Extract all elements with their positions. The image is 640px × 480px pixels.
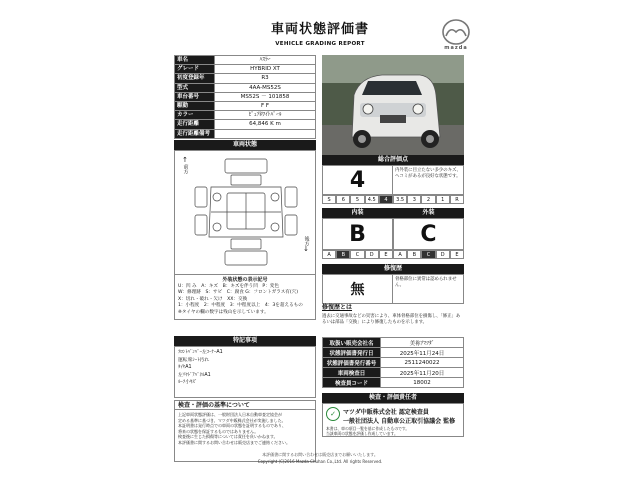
page-subtitle: VEHICLE GRADING REPORT xyxy=(275,41,365,47)
legend-line: W：修理跡 S：サビ C：腐食 G：フロントガラス有(穴) xyxy=(178,290,299,296)
exterior-value-box xyxy=(393,218,464,250)
inspection-row xyxy=(323,358,464,368)
mazda-logo-icon xyxy=(436,18,476,48)
total-score-value: 4 xyxy=(349,167,366,193)
spec-row xyxy=(175,56,316,65)
spec-label: 駆動 xyxy=(175,101,215,110)
note-line: ﾙｰﾌ小ｷｽﾞ xyxy=(178,380,198,385)
inspection-value: 2025年11月24日 xyxy=(381,348,464,358)
note-line: 運転席ｼｰﾄ汚れ xyxy=(178,357,210,363)
vehicle-state-title: 車両状態 xyxy=(174,140,316,150)
score-scale-cell: 4.5 xyxy=(365,195,379,204)
score-scale-cell: S xyxy=(322,195,336,204)
repair-definition-title: 修復歴とは xyxy=(322,304,353,311)
interior-box xyxy=(322,208,393,250)
special-notes-panel xyxy=(174,346,316,398)
page-title: 車両状態評価書 xyxy=(270,22,369,37)
total-score-value-box xyxy=(323,166,393,194)
inspection-row xyxy=(323,378,464,388)
interior-title: 内装 xyxy=(322,208,393,218)
up-arrow-icon: ↑ xyxy=(182,156,188,164)
total-score-section xyxy=(322,155,464,204)
grade-scales xyxy=(322,250,464,259)
certification-note xyxy=(326,426,409,436)
interior-scale-cell: E xyxy=(379,250,393,259)
rear-label-box xyxy=(300,236,312,253)
spec-row xyxy=(175,92,316,101)
front-label-box xyxy=(179,157,191,174)
inspection-table xyxy=(322,337,464,388)
note-line: ﾀｲﾔA1 xyxy=(178,365,192,370)
exterior-scale-cell: C xyxy=(421,250,435,259)
standard-line: 上記車両状態評価は、一般財団法人日本自動車査定協会が xyxy=(178,412,282,417)
spec-value: 64,846 K m xyxy=(215,120,316,129)
spec-value: MS52S － 101858 xyxy=(215,92,316,101)
legend-title: 外装状態の表示記号 xyxy=(222,277,268,283)
exterior-scale-cell: D xyxy=(436,250,450,259)
interior-scale-cell: B xyxy=(336,250,350,259)
spec-label: 車名 xyxy=(175,56,215,65)
spec-row xyxy=(175,120,316,129)
certification-seal-icon: ✓ xyxy=(326,407,340,421)
vehicle-photo xyxy=(322,55,464,155)
repair-history-value-box xyxy=(323,275,393,303)
interior-value-box xyxy=(322,218,393,250)
certification-note-line: 本書は、車の項目一覧を基に作成したものです。 xyxy=(326,426,410,431)
spec-label: カラー xyxy=(175,111,215,120)
score-scale-cell: 3.5 xyxy=(393,195,407,204)
standard-line: 本証明書は発行時点での車両の状態を証明するものであり、 xyxy=(178,423,286,429)
spec-row xyxy=(175,129,316,138)
exterior-scale-cell: A xyxy=(393,250,407,259)
rear-label: 後方 xyxy=(303,236,310,246)
repair-history-note: 骨格部位に異常は認められません。 xyxy=(395,277,457,288)
score-scale-cell: 3 xyxy=(407,195,421,204)
front-label: 前方 xyxy=(182,164,189,174)
spec-value: 4AA-MS52S xyxy=(215,83,316,92)
interior-exterior-section xyxy=(322,208,464,250)
score-scale-cell: R xyxy=(450,195,464,204)
interior-scale-cell: D xyxy=(365,250,379,259)
standard-line: 将来の状態を保証するものではありません。 xyxy=(178,428,259,434)
total-score-note: 内外装に目立たない多少のキズ、ヘコミがあるが良好な状態です。 xyxy=(395,168,461,179)
standard-line: 本評価書に関するお問い合わせは販売店までご連絡ください。 xyxy=(178,439,290,445)
interior-value: B xyxy=(349,221,366,247)
interior-scale xyxy=(322,250,393,259)
spec-row xyxy=(175,74,316,83)
special-notes-title: 特記事項 xyxy=(174,336,316,346)
score-scale-cell: 5 xyxy=(350,195,364,204)
standard-line: 検査後に生じた損傷等については責任を負いかねます。 xyxy=(178,434,278,440)
inspection-section xyxy=(322,337,464,388)
legend-line: 1：小程度 2：中程度 3：中程度以上 4：3を超えるもの xyxy=(178,303,303,309)
repair-definition-section xyxy=(322,302,464,326)
repair-definition-text: 過去に交通事故などの災害により、車体骨格部位を損傷し、「修正」あるいは部品「交換」により修復したものを示します。 xyxy=(322,314,461,326)
interior-scale-cell: C xyxy=(350,250,364,259)
score-scale-cell: 1 xyxy=(436,195,450,204)
spec-row xyxy=(175,65,316,74)
inspection-value: 2511240022 xyxy=(381,358,464,368)
total-score-title: 総合評価点 xyxy=(322,155,464,165)
inspection-label: 状態評価書発行日 xyxy=(323,348,381,358)
inspection-value: 18002 xyxy=(381,378,464,388)
exterior-title: 外装 xyxy=(393,208,464,218)
spec-value: ﾋﾟｭｱﾎﾜｲﾄﾊﾟｰﾙ xyxy=(215,111,316,120)
spec-value xyxy=(215,129,316,138)
exterior-value: C xyxy=(420,221,437,247)
legend-line: U：凹 み A：キズ B：キズを伴う凹 P：変色 xyxy=(178,284,279,289)
car-diagram xyxy=(191,157,301,269)
legend-line: X：切れ・破れ・欠け XX：交換 xyxy=(178,296,248,302)
repair-history-panel xyxy=(322,274,464,304)
inspection-row xyxy=(323,348,464,358)
spec-label: 走行距離 xyxy=(175,120,215,129)
mazda-logo-text: mazda xyxy=(444,45,468,51)
inspection-row xyxy=(323,338,464,348)
certification-title: 検査・評価責任者 xyxy=(322,393,464,403)
inspection-value: 2025年11月20日 xyxy=(381,368,464,378)
spec-value: ﾊｽﾗｰ xyxy=(215,56,316,65)
exterior-scale-cell: E xyxy=(450,250,464,259)
certification-section xyxy=(322,393,464,437)
spec-value: HYBRID XT xyxy=(215,65,316,74)
certification-org: 一般社団法人 自動車公正取引協議会 監修 xyxy=(343,418,456,425)
down-arrow-icon: ↓ xyxy=(303,245,309,253)
spec-label: 車台番号 xyxy=(175,92,215,101)
standard-line: 定める基準に基づき、マツダ中販株式会社が実施しました。 xyxy=(178,417,286,423)
interior-scale-cell: A xyxy=(322,250,336,259)
spec-label: 型式 xyxy=(175,83,215,92)
exterior-scale-cell: B xyxy=(407,250,421,259)
repair-history-value: 無 xyxy=(350,282,365,298)
vehicle-state-section xyxy=(174,140,316,320)
score-scale-cell: 6 xyxy=(336,195,350,204)
inspection-value: 美祢ｱﾏﾂﾀﾞ xyxy=(381,338,464,348)
exterior-box xyxy=(393,208,464,250)
spec-label: 走行距離備考 xyxy=(175,129,215,138)
spec-row xyxy=(175,101,316,110)
repair-history-title: 修復歴 xyxy=(322,264,464,274)
spec-label: グレード xyxy=(175,65,215,74)
total-score-scale xyxy=(322,195,464,204)
note-line: ﾌﾛﾝﾄﾊﾞﾝﾊﾟｰ左ｺｰﾅｰA1 xyxy=(178,350,223,355)
legend-line: ※タイヤの欄の数字は残山を示しています。 xyxy=(178,309,269,315)
spec-value: R3 xyxy=(215,74,316,83)
spec-row xyxy=(175,83,316,92)
certification-company: マツダ中販株式会社 認定検査員 xyxy=(343,409,429,416)
exterior-scale xyxy=(393,250,464,259)
repair-history-section xyxy=(322,264,464,304)
inspection-label: 検査員コード xyxy=(323,378,381,388)
note-line: 左ﾘﾔﾄﾞｱﾊﾟﾈﾙA1 xyxy=(178,372,211,378)
footer-line-1: 本評価書に関するお問い合わせは販売店までお願いいたします。 xyxy=(262,452,378,457)
score-scale-cell: 4 xyxy=(379,195,393,204)
inspection-row xyxy=(323,368,464,378)
special-notes-section xyxy=(174,336,316,398)
total-score-panel xyxy=(322,165,464,195)
certification-panel xyxy=(322,403,464,437)
spec-label: 初度登録年 xyxy=(175,74,215,83)
footer-line-2: Copyright (C)2016 Mazda Chuhan Co.,Ltd. All rights Reserved. xyxy=(257,459,383,464)
certification-note-line: 当該車両の状態を評価し作成しています。 xyxy=(326,431,398,436)
inspection-label: 状態評価書発行番号 xyxy=(323,358,381,368)
standard-title: 検査・評価の基準について xyxy=(174,400,316,410)
inspection-label: 取扱い販売会社名 xyxy=(323,338,381,348)
spec-table xyxy=(174,55,316,139)
score-scale-cell: 2 xyxy=(421,195,435,204)
spec-section xyxy=(174,55,316,139)
vehicle-diagram-panel xyxy=(174,150,316,275)
spec-value: F F xyxy=(215,101,316,110)
inspection-label: 車両検査日 xyxy=(323,368,381,378)
legend-panel xyxy=(174,275,316,320)
spec-row xyxy=(175,111,316,120)
